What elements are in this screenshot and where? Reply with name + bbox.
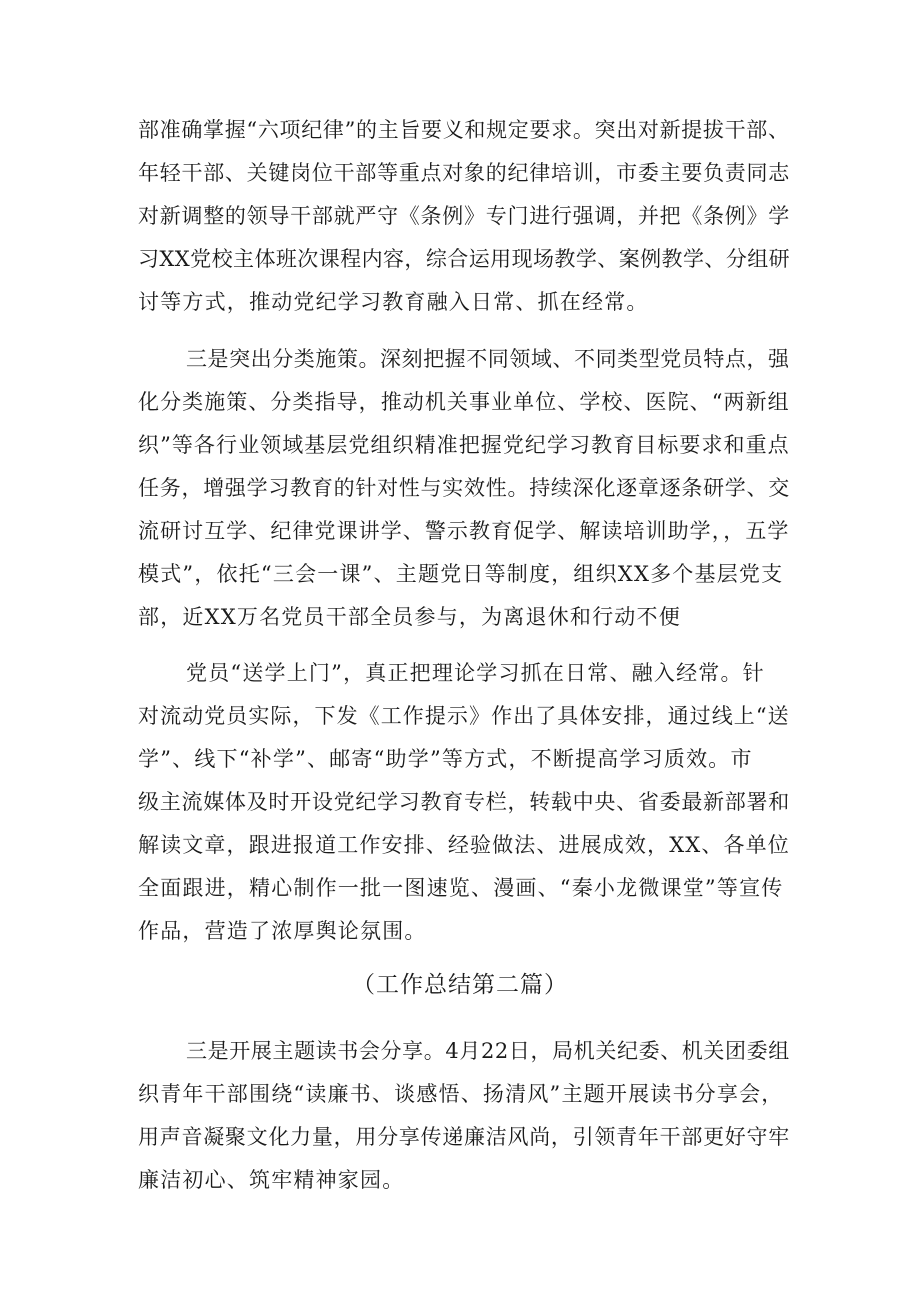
paragraph-4-line-1: 三是开展主题读书会分享。4月22日，局机关纪委、机关团委组 <box>186 1039 790 1063</box>
paragraph-3-line-3: 学”、线下“补学”、邮寄“助学”等方式，不断提高学习质效。市 <box>138 747 753 771</box>
section-heading: （工作总结第二篇） <box>352 972 568 998</box>
paragraph-3-line-1: 党员“送学上门”，真正把理论学习抓在日常、融入经常。针 <box>186 661 765 685</box>
paragraph-4-line-4: 廉洁初心、筑牢精神家园。 <box>138 1168 405 1192</box>
paragraph-2-line-4: 任务，增强学习教育的针对性与实效性。持续深化逐章逐条研学、交 <box>138 476 790 500</box>
paragraph-2-line-2: 化分类施策、分类指导，推动机关事业单位、学校、医院、“两新组 <box>138 390 790 414</box>
paragraph-1-line-1: 部准确掌握“六项纪律”的主旨要义和规定要求。突出对新提拔干部、 <box>138 118 790 142</box>
paragraph-2-line-1: 三是突出分类施策。深刻把握不同领域、不同类型党员特点，强 <box>186 347 790 371</box>
paragraph-1-line-4: 习XX党校主体班次课程内容，综合运用现场教学、案例教学、分组研 <box>138 247 791 271</box>
paragraph-4-line-2: 织青年干部围绕“读廉书、谈感悟、扬清风”主题开展读书分享会， <box>138 1082 784 1106</box>
paragraph-1-line-2: 年轻干部、关键岗位干部等重点对象的纪律培训，市委主要负责同志 <box>138 161 790 185</box>
paragraph-4-line-3: 用声音凝聚文化力量，用分享传递廉洁风尚，引领青年干部更好守牢 <box>138 1125 790 1149</box>
paragraph-3-line-4: 级主流媒体及时开设党纪学习教育专栏，转载中央、省委最新部署和 <box>138 790 790 814</box>
paragraph-2-line-3: 织”等各行业领域基层党组织精准把握党纪学习教育目标要求和重点 <box>138 433 790 457</box>
paragraph-2-line-5: 流研讨互学、纪律党课讲学、警示教育促学、解读培训助学，，五学 <box>138 519 790 543</box>
paragraph-3-line-5: 解读文章，跟进报道工作安排、经验做法、进展成效，XX、各单位 <box>138 833 790 857</box>
paragraph-1-line-3: 对新调整的领导干部就严守《条例》专门进行强调，并把《条例》学 <box>138 204 790 228</box>
paragraph-2-line-6: 模式”，依托“三会一课”、主题党日等制度，组织XX多个基层党支 <box>138 562 784 586</box>
paragraph-3-line-2: 对流动党员实际，下发《工作提示》作出了具体安排，通过线上“送 <box>138 704 790 728</box>
paragraph-3-line-6: 全面跟进，精心制作一批一图速览、漫画、“秦小龙微课堂”等宣传 <box>138 876 784 900</box>
paragraph-2-line-7: 部，近XX万名党员干部全员参与，为离退休和行动不便 <box>138 605 681 629</box>
paragraph-1-line-5: 讨等方式，推动党纪学习教育融入日常、抓在经常。 <box>138 290 649 314</box>
paragraph-3-line-7: 作品，营造了浓厚舆论氛围。 <box>138 919 427 943</box>
